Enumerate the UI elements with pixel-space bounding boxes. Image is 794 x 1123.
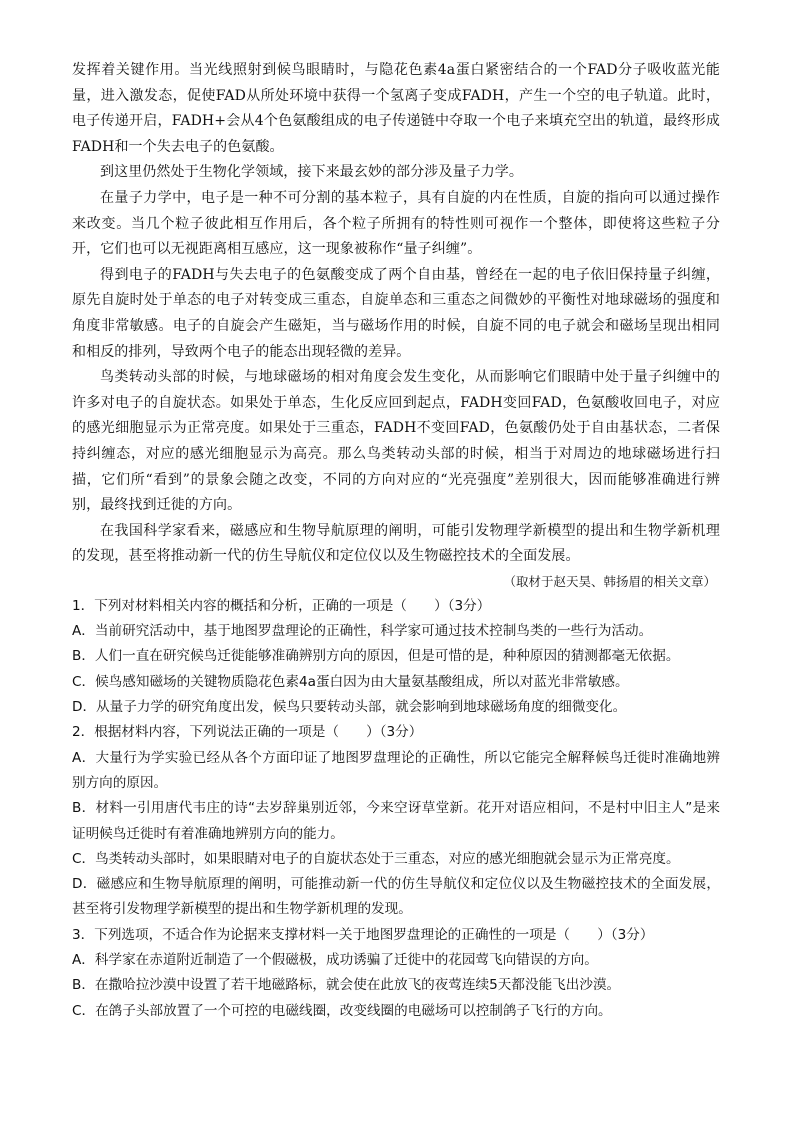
passage-paragraph: 在量子力学中，电子是一种不可分割的基本粒子，具有自旋的内在性质，自旋的指向可以通过操作来改变。当几个粒子彼此相互作用后，各个粒子所拥有的特性则可视作一个整体，即使将这些粒子分开，它们也可以无视距离相互感应，这一现象被称作“量子纠缠”。 (72, 189, 720, 258)
question-1-option-d: D．从量子力学的研究角度出发，候鸟只要转动头部，就会影响到地球磁场角度的细微变化。 (72, 699, 627, 716)
document-content (72, 58, 720, 1024)
question-3-option-b: B．在撒哈拉沙漠中设置了若干地磁路标，就会使在此放飞的夜莺连续5天都没能飞出沙漠。 (72, 977, 621, 994)
question-2-option-d: D．磁感应和生物导航原理的阐明，可能推动新一代的仿生导航仪和定位仪以及生物磁控技术的全面发展，甚至将引发物理学新模型的提出和生物学新机理的发现。 (72, 876, 720, 918)
question-2-option-b: B．材料一引用唐代韦庄的诗“去岁辞巢别近邻，今来空讶草堂新。花开对语应相问，不是村中旧主人”是来证明候鸟迁徙时有着准确地辨别方向的能力。 (72, 800, 720, 842)
question-3-option-c: C．在鸽子头部放置了一个可控的电磁线圈，改变线圈的电磁场可以控制鸽子飞行的方向。 (72, 1002, 612, 1019)
passage-paragraph: 发挥着关键作用。当光线照射到候鸟眼睛时，与隐花色素4a蛋白紧密结合的一个FAD分子吸收蓝光能量，进入激发态，促使FAD从所处环境中获得一个氢离子变成FADH，产生一个空的电子轨道。此时，电子传递开启，FADH+会从4个色氨酸组成的电子传递链中夺取一个电子来填充空出的轨道，最终形成FADH和一个失去电子的色氨酸。 (72, 62, 720, 155)
question-3-stem: 3．下列选项，不适合作为论据来支撑材料一关于地图罗盘理论的正确性的一项是（ ）（3分） (72, 926, 654, 943)
question-2-stem: 2．根据材料内容，下列说法正确的一项是（ ）（3分） (72, 724, 423, 741)
passage-paragraph: 鸟类转动头部的时候，与地球磁场的相对角度会发生变化，从而影响它们眼睛中处于量子纠缠中的许多对电子的自旋状态。如果处于单态，生化反应回到起点，FADH变回FAD，色氨酸收回电子，对应的感光细胞显示为正常亮度。如果处于三重态，FADH不变回FAD，色氨酸仍处于自由基状态，二者保持纠缠态，对应的感光细胞显示为高亮。那么鸟类转动头部的时候，相当于对周边的地球磁场进行扫描，它们所“看到”的景象会随之改变，不同的方向对应的“光亮强度”差别很大，因而能够准确进行辨别，最终找到迁徙的方向。 (72, 369, 720, 514)
question-1-stem: 1．下列对材料相关内容的概括和分析，正确的一项是（ ）（3分） (72, 597, 491, 614)
question-1-option-b: B．人们一直在研究候鸟迁徙能够准确辨别方向的原因，但是可惜的是，种种原因的猜测都毫无依据。 (72, 648, 680, 665)
question-3-option-a: A．科学家在赤道附近制造了一个假磁极，成功诱骗了迁徙中的花园莺飞向错误的方向。 (72, 952, 598, 969)
passage-paragraph: 到这里仍然处于生物化学领域，接下来最玄妙的部分涉及量子力学。 (100, 164, 523, 181)
question-1-option-c: C．候鸟感知磁场的关键物质隐花色素4a蛋白因为由大量氨基酸组成，所以对蓝光非常敏感。 (72, 673, 629, 690)
question-2-option-c: C．鸟类转动头部时，如果眼睛对电子的自旋状态处于三重态，对应的感光细胞就会显示为正常亮度。 (72, 850, 680, 867)
question-2-option-a: A．大量行为学实验已经从各个方面印证了地图罗盘理论的正确性，所以它能完全解释候鸟迁徙时准确地辨别方向的原因。 (72, 749, 720, 791)
passage-paragraph: 得到电子的FADH与失去电子的色氨酸变成了两个自由基，曾经在一起的电子依旧保持量子纠缠，原先自旋时处于单态的电子对转变成三重态，自旋单态和三重态之间微妙的平衡性对地球磁场的强度和角度非常敏感。电子的自旋会产生磁矩，当与磁场作用的时候，自旋不同的电子就会和磁场呈现出相同和相反的排列，导致两个电子的能态出现轻微的差异。 (72, 266, 720, 360)
source-citation: （取材于赵天昊、韩扬眉的相关文章） (503, 573, 716, 589)
question-1-option-a: A．当前研究活动中，基于地图罗盘理论的正确性，科学家可通过技术控制鸟类的一些行为活动。 (72, 623, 653, 640)
passage-paragraph: 在我国科学家看来，磁感应和生物导航原理的阐明，可能引发物理学新模型的提出和生物学新机理的发现，甚至将推动新一代的仿生导航仪和定位仪以及生物磁控技术的全面发展。 (72, 522, 720, 565)
